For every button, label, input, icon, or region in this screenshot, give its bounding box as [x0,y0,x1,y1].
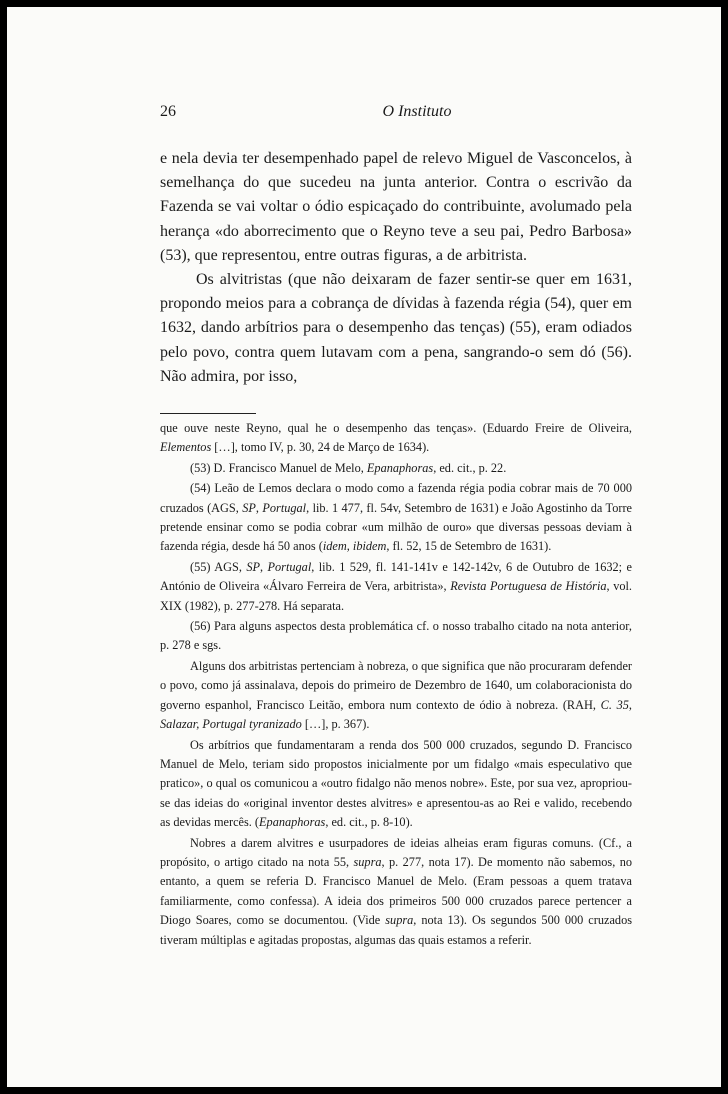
page-number: 26 [160,103,176,120]
footnote-continuation: que ouve neste Reyno, qual he o desempenho das tenças». (Eduardo Freire de Oliveira, Elementos […], tomo IV, p. 30, 24 de Março de 1634). [160,421,632,455]
document-page [7,7,721,1087]
running-head [160,103,640,127]
footnote-paragraph: Nobres a darem alvitres e usurpadores de ideias alheias eram figuras comuns. (Cf., a propósito, o artigo citado na nota 55, supra, p. 277, nota 17). De momento não sabemos, no entanto, a quem se referia D. Francisco Manuel de Melo. (Eram pessoas a quem tratava familiarmente, como confessa). A ideia dos primeiros 500 000 cruzados parece pertencer a Diogo Soares, como se documentou. (Vide supra, nota 13). Os segundos 500 000 cruzados tiveram múltiplas e agitadas propostas, algumas das quais estamos a referir. [160,835,632,947]
footnote-divider [160,413,256,414]
main-text [160,147,632,389]
footnote-56: (56) Para alguns aspectos desta problemática cf. o nosso trabalho citado na nota anterior, p. 278 e sgs. [160,619,632,653]
paragraph: e nela devia ter desempenhado papel de relevo Miguel de Vasconcelos, à semelhança do que sucedeu na junta anterior. Contra o escrivão da Fazenda se vai voltar o ódio espicaçado do contribuinte, avolumado pela herança «do aborrecimento que o Reyno teve a seu pai, Pedro Barbosa» (53), que representou, entre outras figuras, a de arbitrista. [160,150,632,264]
footnote-55: (55) AGS, SP, Portugal, lib. 1 529, fl. 141-141v e 142-142v, 6 de Outubro de 1632; e António de Oliveira «Álvaro Ferreira de Vera, arbitrista», Revista Portuguesa de História, vol. XIX (1982), p. 277-278. Há separata. [160,559,633,613]
running-title: O Instituto [382,103,452,120]
footnote-paragraph: Os arbítrios que fundamentaram a renda dos 500 000 cruzados, segundo D. Francisco Manuel de Melo, teriam sido propostos inicialmente por um fidalgo «mais especulativo que pratico», o qual os comunicou a «outro fidalgo não menos nobre». Este, por sua vez, apropriou-se das ideias do «original inventor destes alvitres» e apresentou-as ao Rei e valido, recebendo as devidas mercês. (Epanaphoras, ed. cit., p. 8-10). [160,737,632,830]
footnote-54: (54) Leão de Lemos declara o modo como a fazenda régia podia cobrar mais de 70 000 cruzados (AGS, SP, Portugal, lib. 1 477, fl. 54v, Setembro de 1631) e João Agostinho da Torre pretende ensinar como se podia cobrar «um milhão de ouro» que diversas pessoas deviam à fazenda régia, desde há 50 anos (idem, ibidem, fl. 52, 15 de Setembro de 1631). [160,481,632,554]
footnote-paragraph: Alguns dos arbitristas pertenciam à nobreza, o que significa que não procuraram defender o povo, como já assinalava, depois do primeiro de Dezembro de 1640, um colaboracionista do governo espanhol, Francisco Leitão, embora num contexto de ódio à nobreza. (RAH, C. 35, Salazar, Portugal tyranizado […], p. 367). [160,658,632,732]
paragraph: Os alvitristas (que não deixaram de fazer sentir-se quer em 1631, propondo meios para a cobrança de dívidas à fazenda régia (54), quer em 1632, dando arbítrios para o desempenho das tenças) (55), eram odiados pelo povo, contra quem lutavam com a pena, sangrando-o sem dó (56). Não admira, por isso, [160,271,632,385]
footnotes [160,419,632,950]
footnote-53: (53) D. Francisco Manuel de Melo, Epanaphoras, ed. cit., p. 22. [190,460,507,475]
